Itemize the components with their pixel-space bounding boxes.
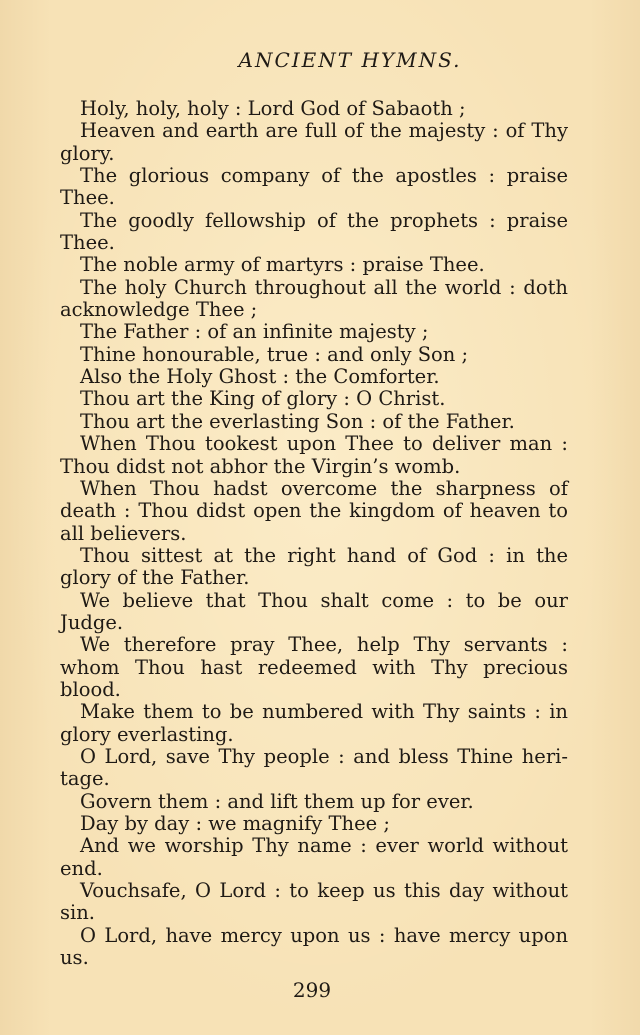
- verse: We believe that Thou shalt come : to be our Judge.: [60, 588, 568, 634]
- verse: Thou art the King of glory : O Christ.: [80, 387, 446, 411]
- verse: Thine honourable, true : and only Son ;: [80, 342, 469, 366]
- verse: We therefore pray Thee, help Thy servants : whom Thou hast redeemed with Thy precious blood.: [60, 633, 568, 701]
- hymn-text: [60, 98, 568, 969]
- verse: The glorious company of the apostles : praise Thee.: [60, 164, 568, 210]
- verse: Thou art the everlasting Son : of the Father.: [80, 409, 515, 433]
- verse: Heaven and earth are full of the majesty : of Thy glory.: [60, 119, 568, 165]
- verse: The goodly fellowship of the prophets : praise Thee.: [60, 208, 568, 255]
- verse: Holy, holy, holy : Lord God of Sabaoth ;: [80, 97, 466, 120]
- verse: Day by day : we magnify Thee ;: [80, 812, 390, 835]
- page-number: 299: [292, 978, 332, 1002]
- verse: Thou sittest at the right hand of God : in the glory of the Father.: [60, 543, 568, 590]
- verse: O Lord, have mercy upon us : have mercy upon us.: [60, 923, 568, 970]
- verse: The Father : of an infinite majesty ;: [80, 320, 429, 344]
- running-head: ANCIENT HYMNS.: [238, 48, 462, 72]
- verse: The holy Church throughout all the world : doth acknowledge Thee ;: [60, 275, 568, 322]
- verse: The noble army of martyrs : praise Thee.: [80, 253, 485, 277]
- verse: Also the Holy Ghost : the Comforter.: [80, 365, 440, 389]
- verse: Vouchsafe, O Lord : to keep us this day without sin.: [60, 879, 568, 925]
- verse: Make them to be numbered with Thy saints : in glory everlasting.: [60, 700, 568, 746]
- verse: When Thou hadst overcome the sharpness of death : Thou didst open the kingdom of heaven to all believers.: [60, 476, 568, 545]
- verse: When Thou tookest upon Thee to deliver man : Thou didst not abhor the Virgin’s womb.: [60, 432, 568, 478]
- verse: O Lord, save Thy people : and bless Thine heritage.: [60, 744, 568, 791]
- verse: Govern them : and lift them up for ever.: [80, 789, 474, 813]
- verse: And we worship Thy name : ever world without end.: [60, 834, 568, 880]
